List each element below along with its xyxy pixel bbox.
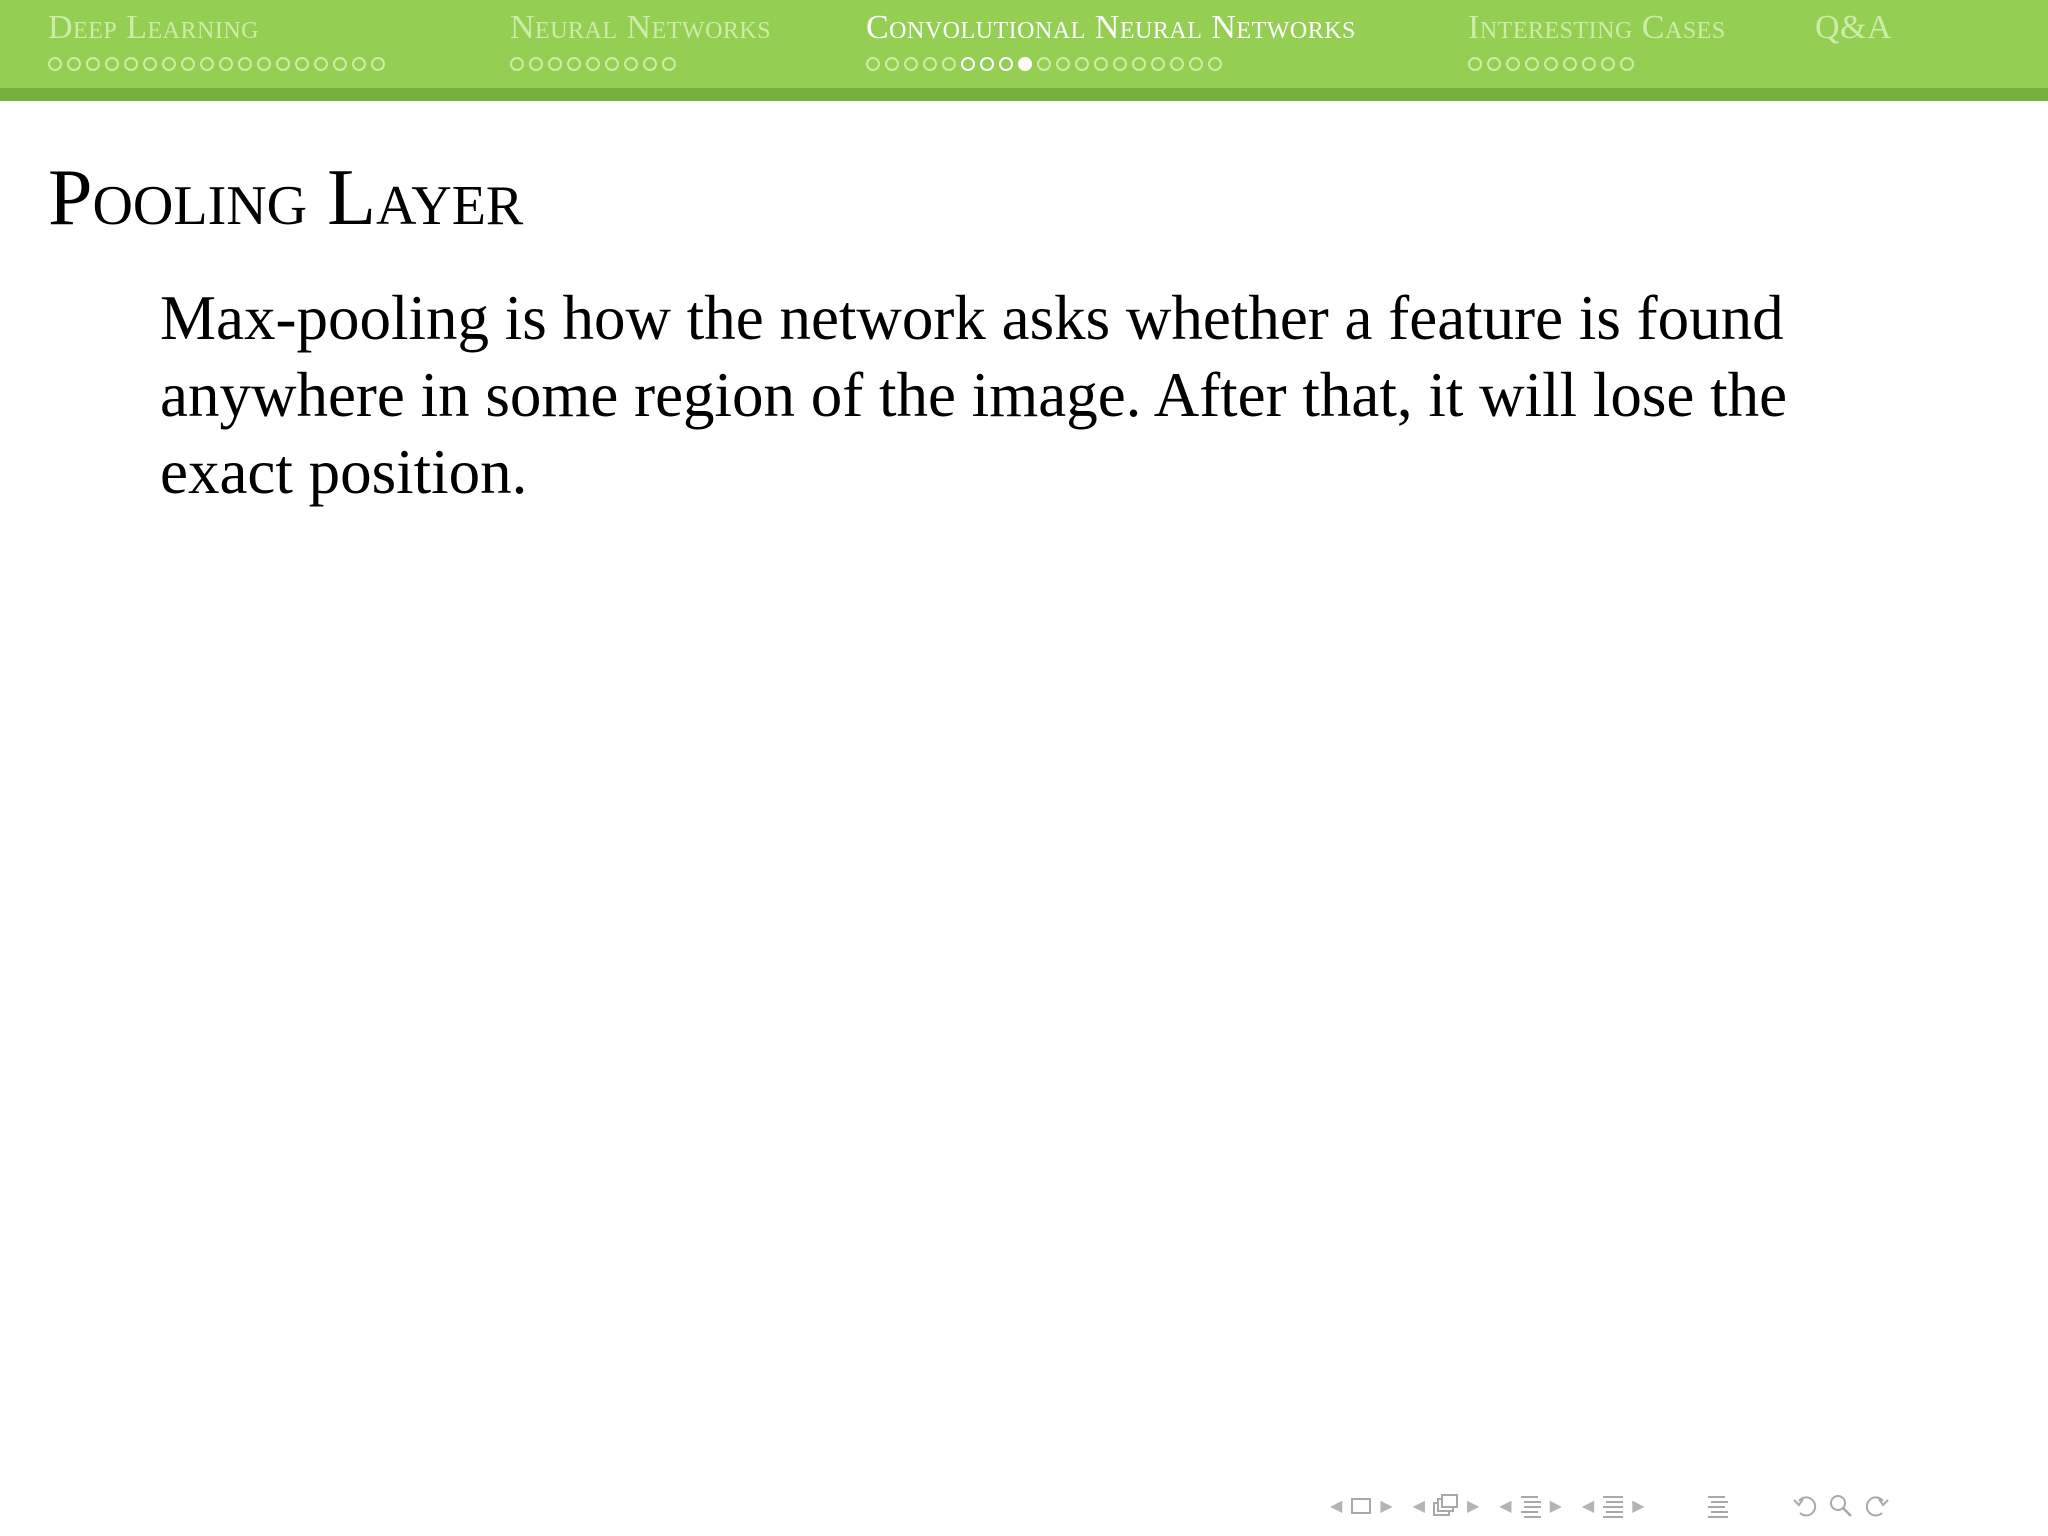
slide-dot[interactable] bbox=[1094, 57, 1108, 71]
slide-dot[interactable] bbox=[1151, 57, 1165, 71]
beamer-navigation-bar bbox=[1330, 1490, 1891, 1522]
slide-dot[interactable] bbox=[1208, 57, 1222, 71]
slide-dot[interactable] bbox=[643, 57, 657, 71]
left-arrow-icon[interactable]: ◀ bbox=[1499, 1496, 1512, 1515]
right-arrow-icon[interactable]: ▶ bbox=[1549, 1496, 1562, 1515]
toc-nav[interactable] bbox=[1705, 1492, 1731, 1520]
left-arrow-icon[interactable]: ◀ bbox=[1581, 1496, 1595, 1515]
slide-dot[interactable] bbox=[1601, 57, 1615, 71]
slide-dot[interactable] bbox=[1620, 57, 1634, 71]
slide-title: Pooling Layer bbox=[48, 154, 524, 242]
slide-dot[interactable] bbox=[48, 57, 62, 71]
document-nav[interactable] bbox=[1582, 1490, 1645, 1522]
slide-dot[interactable] bbox=[1506, 57, 1520, 71]
section-nav-icon[interactable] bbox=[1518, 1492, 1544, 1520]
redo-icon[interactable] bbox=[1861, 1491, 1891, 1521]
slide-dot[interactable] bbox=[1132, 57, 1146, 71]
slide-dot[interactable] bbox=[333, 57, 347, 71]
undo-icon[interactable] bbox=[1791, 1491, 1821, 1521]
right-arrow-icon[interactable]: ▶ bbox=[1466, 1496, 1480, 1515]
slide-dot[interactable] bbox=[67, 57, 81, 71]
slide-dot[interactable] bbox=[586, 57, 600, 71]
slide-dot[interactable] bbox=[124, 57, 138, 71]
right-arrow-icon[interactable]: ▶ bbox=[1380, 1496, 1393, 1515]
slide-dot[interactable] bbox=[885, 57, 899, 71]
slide-dot[interactable] bbox=[257, 57, 271, 71]
slide-dot[interactable] bbox=[866, 57, 880, 71]
slide-dot[interactable] bbox=[529, 57, 543, 71]
slide-dot[interactable] bbox=[181, 57, 195, 71]
section-title[interactable]: Interesting Cases bbox=[1468, 9, 1726, 46]
section-title[interactable]: Convolutional Neural Networks bbox=[866, 9, 1356, 46]
subsection-nav[interactable] bbox=[1413, 1490, 1480, 1522]
slide-dot[interactable] bbox=[1468, 57, 1482, 71]
slide-dot[interactable] bbox=[162, 57, 176, 71]
slide-dot[interactable] bbox=[1487, 57, 1501, 71]
frame-nav[interactable] bbox=[1330, 1490, 1393, 1522]
section-qa[interactable] bbox=[1815, 8, 1892, 73]
document-nav-icon[interactable] bbox=[1600, 1492, 1626, 1520]
subsection-nav-icon[interactable] bbox=[1431, 1492, 1461, 1520]
section-neural-networks[interactable] bbox=[510, 8, 771, 73]
slide-dot[interactable] bbox=[143, 57, 157, 71]
slide-dot[interactable] bbox=[999, 57, 1013, 71]
slide-dot[interactable] bbox=[1113, 57, 1127, 71]
section-title[interactable]: Neural Networks bbox=[510, 9, 772, 46]
section-progress-dots bbox=[510, 57, 771, 73]
slide-dot[interactable] bbox=[1582, 57, 1596, 71]
section-interesting-cases[interactable] bbox=[1468, 8, 1726, 73]
slide-dot[interactable] bbox=[923, 57, 937, 71]
slide-dot[interactable] bbox=[624, 57, 638, 71]
section-convolutional-neural-networks[interactable] bbox=[866, 8, 1356, 73]
section-progress-dots bbox=[1468, 57, 1726, 73]
slide-dot[interactable] bbox=[1037, 57, 1051, 71]
slide-dot[interactable] bbox=[980, 57, 994, 71]
slide-dot[interactable] bbox=[1075, 57, 1089, 71]
headline-divider bbox=[0, 88, 2048, 101]
history-search-nav[interactable] bbox=[1791, 1491, 1891, 1521]
slide-dot[interactable] bbox=[567, 57, 581, 71]
section-deep-learning[interactable] bbox=[48, 8, 385, 73]
slide-dot[interactable] bbox=[1525, 57, 1539, 71]
slide-dot[interactable] bbox=[200, 57, 214, 71]
section-nav[interactable] bbox=[1499, 1490, 1562, 1522]
slide-dot[interactable] bbox=[510, 57, 524, 71]
slide-dot[interactable] bbox=[86, 57, 100, 71]
slide-dot[interactable] bbox=[548, 57, 562, 71]
slide-dot[interactable] bbox=[1170, 57, 1184, 71]
slide-dot[interactable] bbox=[105, 57, 119, 71]
left-arrow-icon[interactable]: ◀ bbox=[1330, 1496, 1343, 1515]
slide-dot[interactable] bbox=[219, 57, 233, 71]
slide-dot[interactable] bbox=[1018, 57, 1032, 71]
toc-icon[interactable] bbox=[1705, 1492, 1731, 1520]
section-title[interactable]: Deep Learning bbox=[48, 9, 259, 46]
section-progress-dots bbox=[48, 57, 385, 73]
slide-dot[interactable] bbox=[238, 57, 252, 71]
slide-dot[interactable] bbox=[314, 57, 328, 71]
section-progress-dots bbox=[866, 57, 1356, 73]
slide-dot[interactable] bbox=[942, 57, 956, 71]
slide-dot[interactable] bbox=[295, 57, 309, 71]
frame-nav-icon[interactable] bbox=[1348, 1493, 1374, 1519]
section-progress-dots bbox=[1815, 57, 1892, 73]
slide-dot[interactable] bbox=[605, 57, 619, 71]
headline-bar bbox=[0, 0, 2048, 88]
slide-dot[interactable] bbox=[961, 57, 975, 71]
slide-dot[interactable] bbox=[904, 57, 918, 71]
right-arrow-icon[interactable]: ▶ bbox=[1632, 1496, 1645, 1515]
left-arrow-icon[interactable]: ◀ bbox=[1412, 1496, 1425, 1515]
slide-dot[interactable] bbox=[1056, 57, 1070, 71]
section-title[interactable]: Q&A bbox=[1815, 9, 1893, 46]
slide-body-text: Max-pooling is how the network asks whether a feature is found anywhere in some region of the image. After that, it will lose the exact position. bbox=[160, 283, 1788, 507]
slide-dot[interactable] bbox=[352, 57, 366, 71]
slide-dot[interactable] bbox=[662, 57, 676, 71]
slide-dot[interactable] bbox=[1544, 57, 1558, 71]
slide-dot[interactable] bbox=[371, 57, 385, 71]
slide-dot[interactable] bbox=[276, 57, 290, 71]
slide-dot[interactable] bbox=[1189, 57, 1203, 71]
search-icon[interactable] bbox=[1827, 1491, 1855, 1521]
slide-dot[interactable] bbox=[1563, 57, 1577, 71]
